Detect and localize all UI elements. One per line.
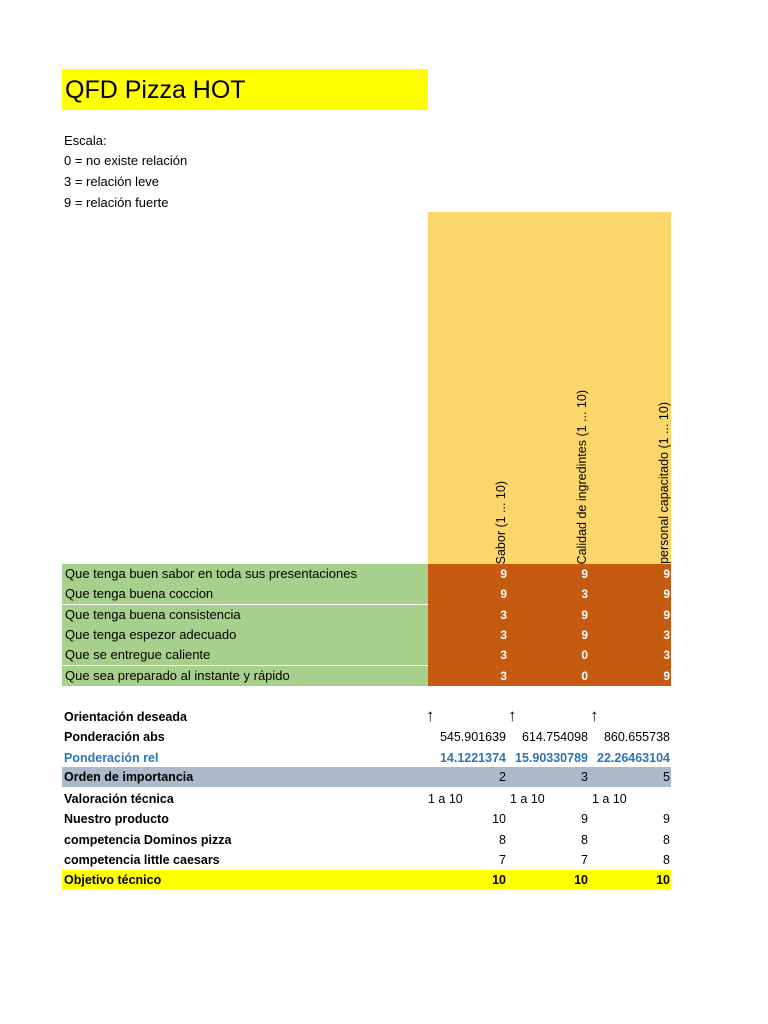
little-value: 8	[663, 853, 670, 867]
orden-value: 3	[581, 770, 588, 784]
matrix-cell: 3	[500, 648, 507, 662]
dominos-value: 8	[499, 833, 506, 847]
column-header-sabor: Sabor (1 ... 10)	[494, 480, 508, 564]
requirement-label: Que tenga buena coccion	[62, 584, 428, 604]
requirement-label: Que sea preparado al instante y rápido	[62, 666, 428, 686]
matrix-cell: 9	[500, 567, 507, 581]
valoracion-value: 1 a 10	[592, 792, 627, 806]
pond-abs-label: Ponderación abs	[64, 730, 165, 744]
objetivo-label: Objetivo técnico	[64, 873, 162, 887]
scale-line-0: 0 = no existe relación	[64, 153, 188, 168]
matrix-cell: 3	[500, 628, 507, 642]
little-label: competencia little caesars	[64, 853, 220, 867]
pond-abs-value: 545.901639	[439, 730, 506, 744]
nuestro-label: Nuestro producto	[64, 812, 169, 826]
scale-heading: Escala:	[64, 133, 107, 148]
dominos-value: 8	[663, 833, 670, 847]
valoracion-value: 1 a 10	[428, 792, 463, 806]
column-header-personal: personal capacitado (1 ... 10)	[657, 402, 671, 564]
valoracion-label: Valoración técnica	[64, 792, 174, 806]
pond-rel-value: 14.1221374	[439, 751, 506, 765]
up-arrow-icon: ↑	[508, 706, 517, 725]
matrix-cell: 9	[581, 608, 588, 622]
matrix-cell: 9	[581, 628, 588, 642]
matrix-cell: 0	[581, 648, 588, 662]
objetivo-value: 10	[656, 873, 670, 887]
objetivo-value: 10	[492, 873, 506, 887]
pond-rel-value: 15.90330789	[515, 751, 588, 765]
orden-value: 2	[499, 770, 506, 784]
objetivo-value: 10	[574, 873, 588, 887]
up-arrow-icon: ↑	[426, 706, 435, 725]
pond-abs-value: 614.754098	[521, 730, 588, 744]
requirement-label: Que se entregue caliente	[62, 645, 428, 665]
matrix-cell: 3	[663, 628, 670, 642]
dominos-value: 8	[581, 833, 588, 847]
requirement-label: Que tenga buena consistencia	[62, 605, 428, 625]
matrix-cell: 9	[663, 608, 670, 622]
pond-rel-value: 22.26463104	[597, 751, 670, 765]
matrix-cell: 9	[581, 567, 588, 581]
nuestro-value: 9	[581, 812, 588, 826]
up-arrow-icon: ↑	[590, 706, 599, 725]
column-header-calidad: Calidad de ingredintes (1 ... 10)	[575, 389, 589, 564]
dominos-label: competencia Dominos pizza	[64, 833, 232, 847]
requirement-label: Que tenga espezor adecuado	[62, 625, 428, 645]
technical-header-background	[428, 212, 671, 564]
orden-label: Orden de importancia	[64, 770, 194, 784]
matrix-cell: 9	[663, 587, 670, 601]
nuestro-value: 10	[492, 812, 506, 826]
pond-rel-label: Ponderación rel	[64, 751, 159, 765]
matrix-cell: 0	[581, 669, 588, 683]
scale-line-1: 3 = relación leve	[64, 174, 160, 189]
orientation-label: Orientación deseada	[64, 710, 187, 724]
pond-abs-value: 860.655738	[603, 730, 670, 744]
scale-line-2: 9 = relación fuerte	[64, 195, 169, 210]
matrix-cell: 9	[663, 567, 670, 581]
orden-value: 5	[663, 770, 670, 784]
little-value: 7	[581, 853, 588, 867]
nuestro-value: 9	[663, 812, 670, 826]
valoracion-value: 1 a 10	[510, 792, 545, 806]
matrix-cell: 3	[663, 648, 670, 662]
matrix-cell: 3	[500, 669, 507, 683]
matrix-cell: 3	[581, 587, 588, 601]
requirement-label: Que tenga buen sabor en toda sus presentaciones	[62, 564, 428, 584]
matrix-cell: 9	[663, 669, 670, 683]
matrix-cell: 9	[500, 587, 507, 601]
sheet-title: QFD Pizza HOT	[62, 69, 428, 110]
matrix-cell: 3	[500, 608, 507, 622]
little-value: 7	[499, 853, 506, 867]
